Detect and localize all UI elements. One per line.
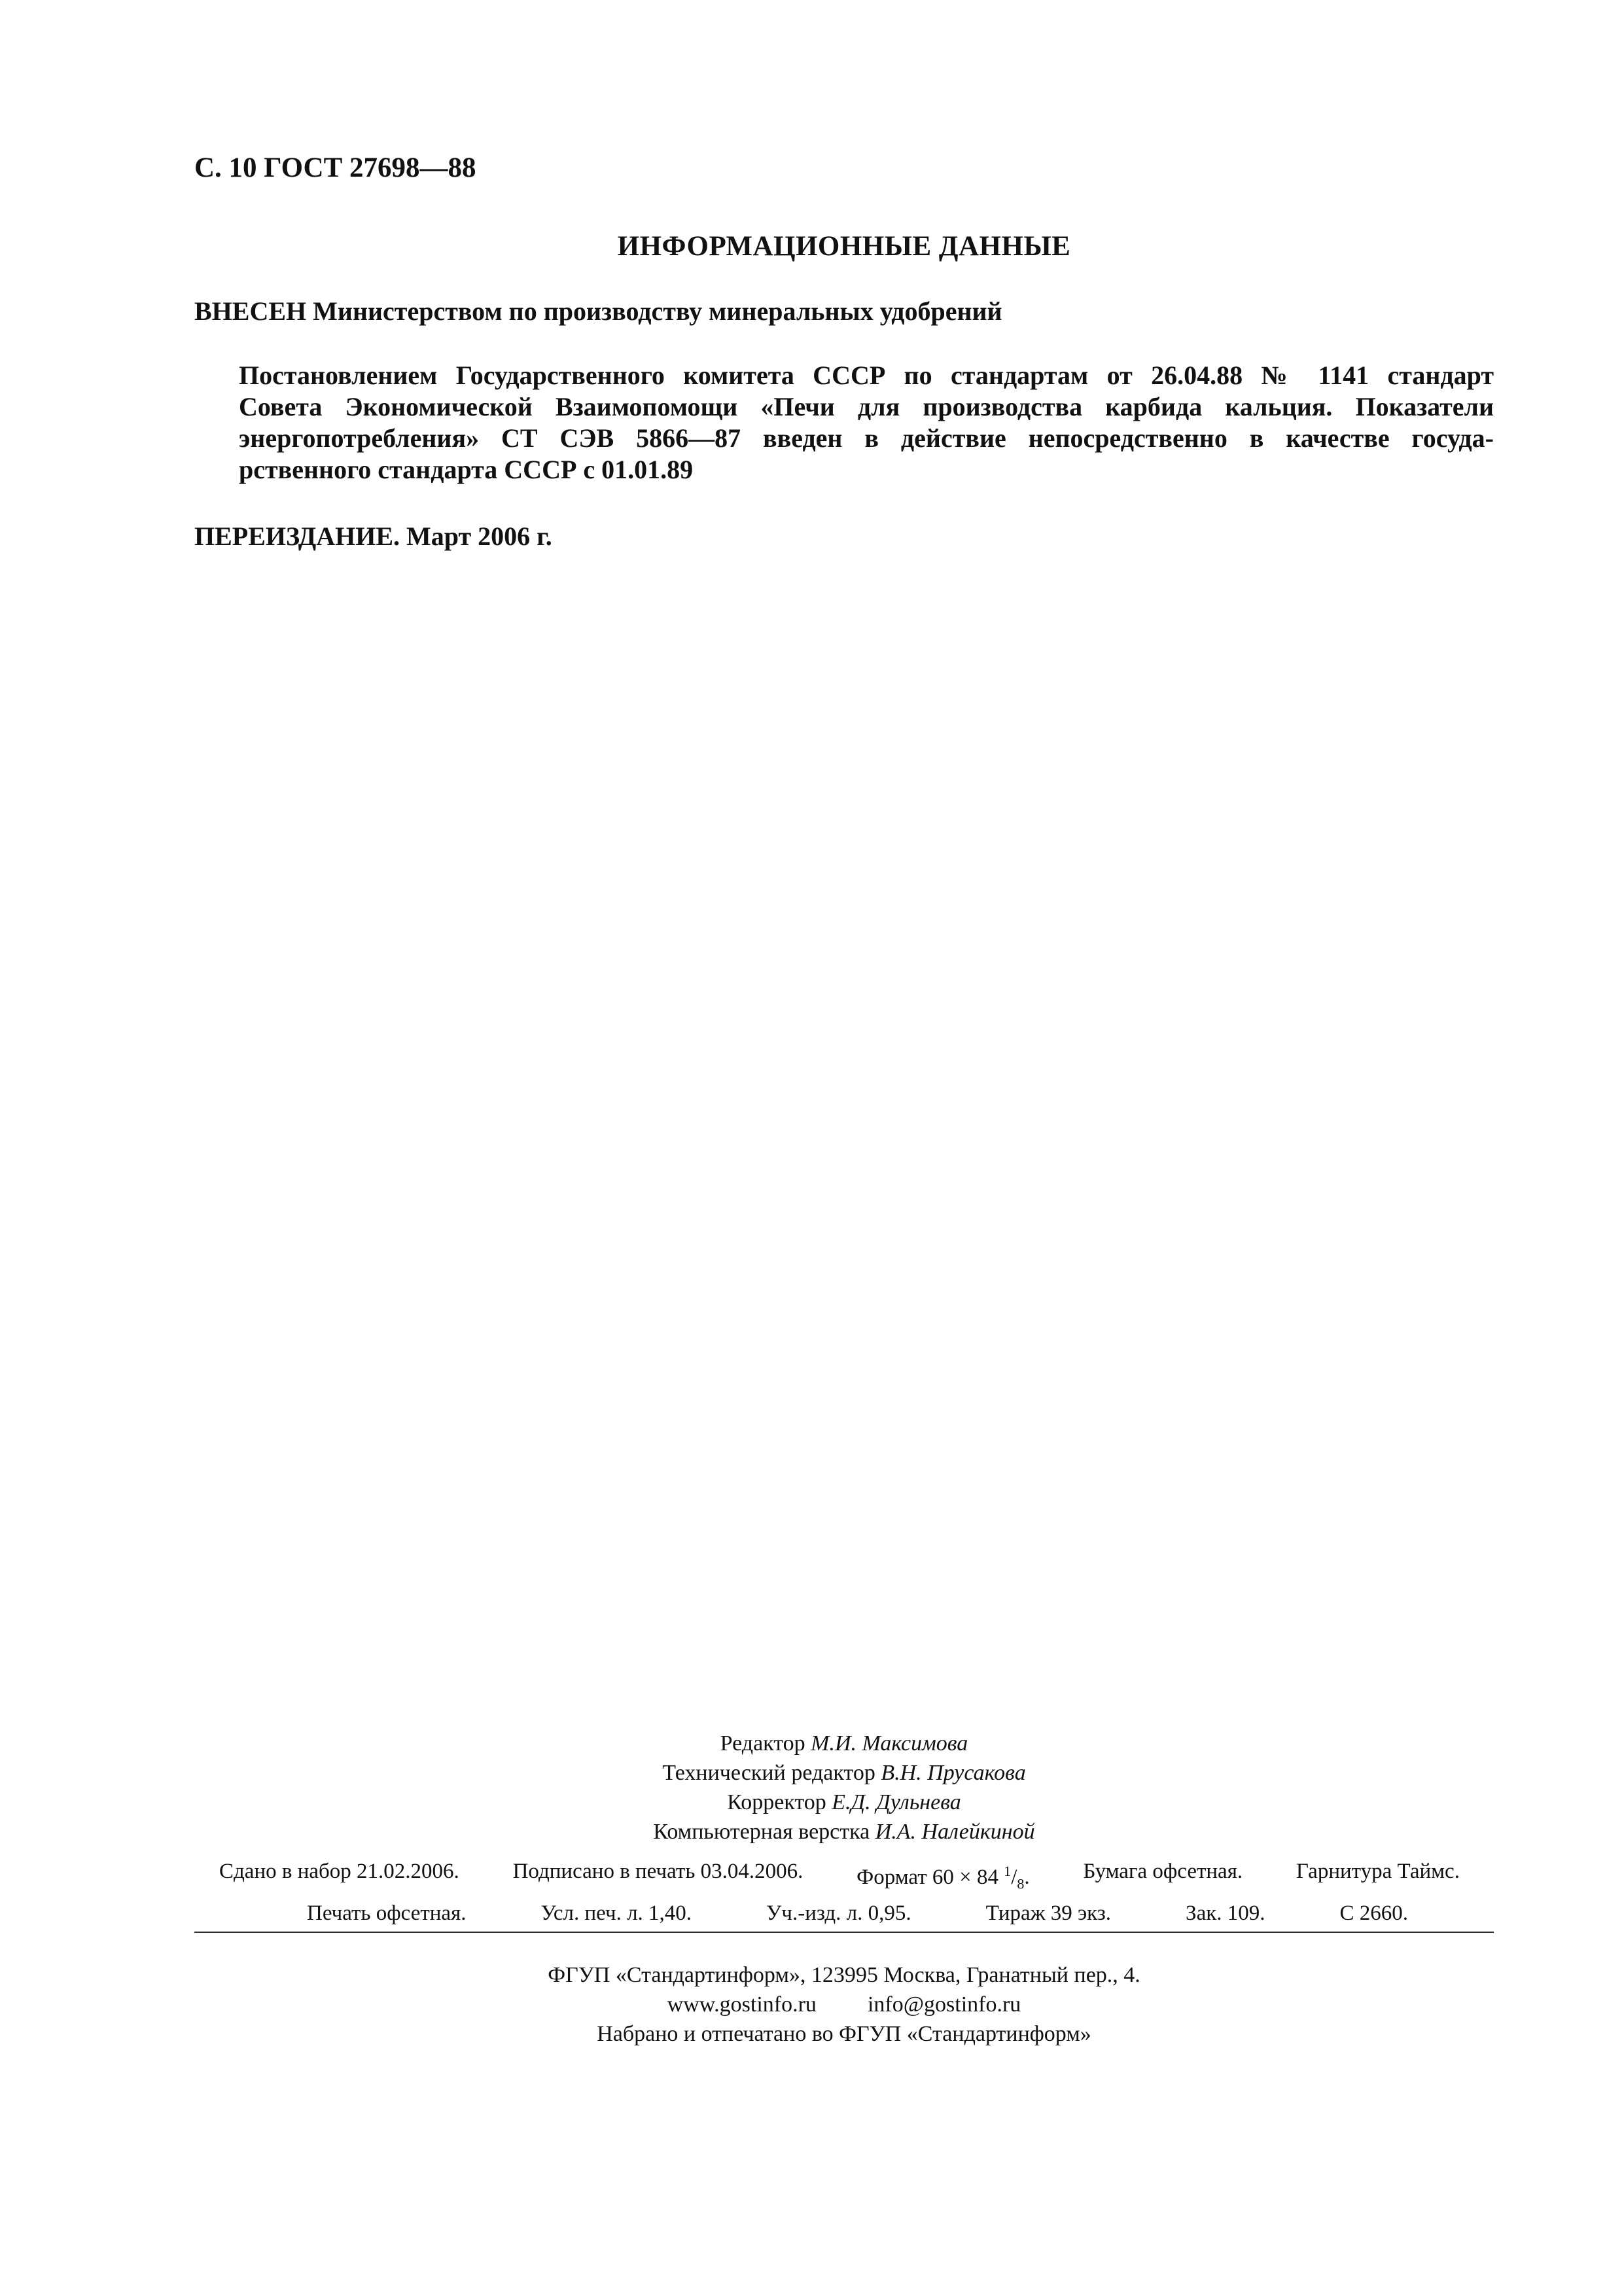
credit-role: Редактор (720, 1731, 805, 1756)
decree-paragraph (239, 360, 1494, 486)
code-number: С 2660. (1339, 1901, 1408, 1925)
print-info-row (194, 1899, 1477, 1928)
edition-sheets: Уч.-изд. л. 0,95. (766, 1901, 911, 1925)
print-info-block (194, 1857, 1477, 1928)
printing-type: Печать офсетная. (307, 1901, 467, 1925)
order-number: Зак. 109. (1186, 1901, 1265, 1925)
paper-type: Бумага офсетная. (1083, 1860, 1243, 1883)
section-title: ИНФОРМАЦИОННЫЕ ДАННЫЕ (617, 231, 1071, 262)
introduced-by: ВНЕСЕН Министерством по производству минеральных удобрений (194, 296, 1002, 326)
publisher-contacts (366, 1990, 1322, 2019)
credit-editor (563, 1729, 1125, 1758)
credit-name: В.Н. Прусакова (881, 1761, 1026, 1785)
credit-proofreader (563, 1788, 1125, 1817)
publisher-website: www.gostinfo.ru (667, 1992, 817, 2017)
format-info (856, 1857, 1029, 1899)
publisher-email: info@gostinfo.ru (867, 1992, 1021, 2017)
publisher-address: ФГУП «Стандартинформ», 123995 Москва, Гранатный пер., 4. (548, 1963, 1140, 1987)
decree-line: Совета Экономической Взаимопомощи «Печи для производства карбида кальция. Показатели (239, 392, 1494, 421)
reissue-note: ПЕРЕИЗДАНИЕ. Март 2006 г. (194, 521, 552, 551)
printed-by: Набрано и отпечатано во ФГУП «Стандартинформ» (597, 2022, 1091, 2046)
circulation: Тираж 39 экз. (985, 1901, 1112, 1925)
typeset-date: Сдано в набор 21.02.2006. (219, 1860, 459, 1883)
credit-name: М.И. Максимова (811, 1731, 968, 1756)
print-sheets: Усл. печ. л. 1,40. (540, 1901, 692, 1925)
credit-role: Компьютерная верстка (653, 1820, 870, 1844)
format-denominator: 8 (1017, 1875, 1025, 1892)
page-header: С. 10 ГОСТ 27698—88 (194, 152, 476, 183)
format-prefix: Формат 60 × 84 (856, 1865, 1004, 1889)
signed-date: Подписано в печать 03.04.2006. (512, 1860, 803, 1883)
credit-name: Е.Д. Дульнева (832, 1790, 961, 1814)
divider-rule (194, 1932, 1494, 1933)
format-numerator: 1 (1004, 1863, 1012, 1879)
decree-line: энергопотребления» СТ СЭВ 5866—87 введен в действие непосредственно в качестве госуда- (239, 423, 1494, 453)
print-info-row (194, 1857, 1477, 1899)
credit-name: И.А. Налейкиной (875, 1820, 1035, 1844)
decree-line: рственного стандарта СССР с 01.01.89 (239, 455, 694, 484)
credit-role: Технический редактор (662, 1761, 875, 1785)
typeface: Гарнитура Таймс. (1296, 1860, 1460, 1883)
publisher-block (366, 1960, 1322, 2049)
format-slash: / (1011, 1865, 1017, 1889)
decree-line: Постановлением Государственного комитета СССР по стандартам от 26.04.88 № 1141 стандарт (239, 361, 1494, 390)
credit-tech-editor (563, 1758, 1125, 1788)
credits-block (563, 1729, 1125, 1846)
format-suffix: . (1024, 1865, 1030, 1889)
credit-layout (563, 1817, 1125, 1846)
credit-role: Корректор (727, 1790, 826, 1814)
